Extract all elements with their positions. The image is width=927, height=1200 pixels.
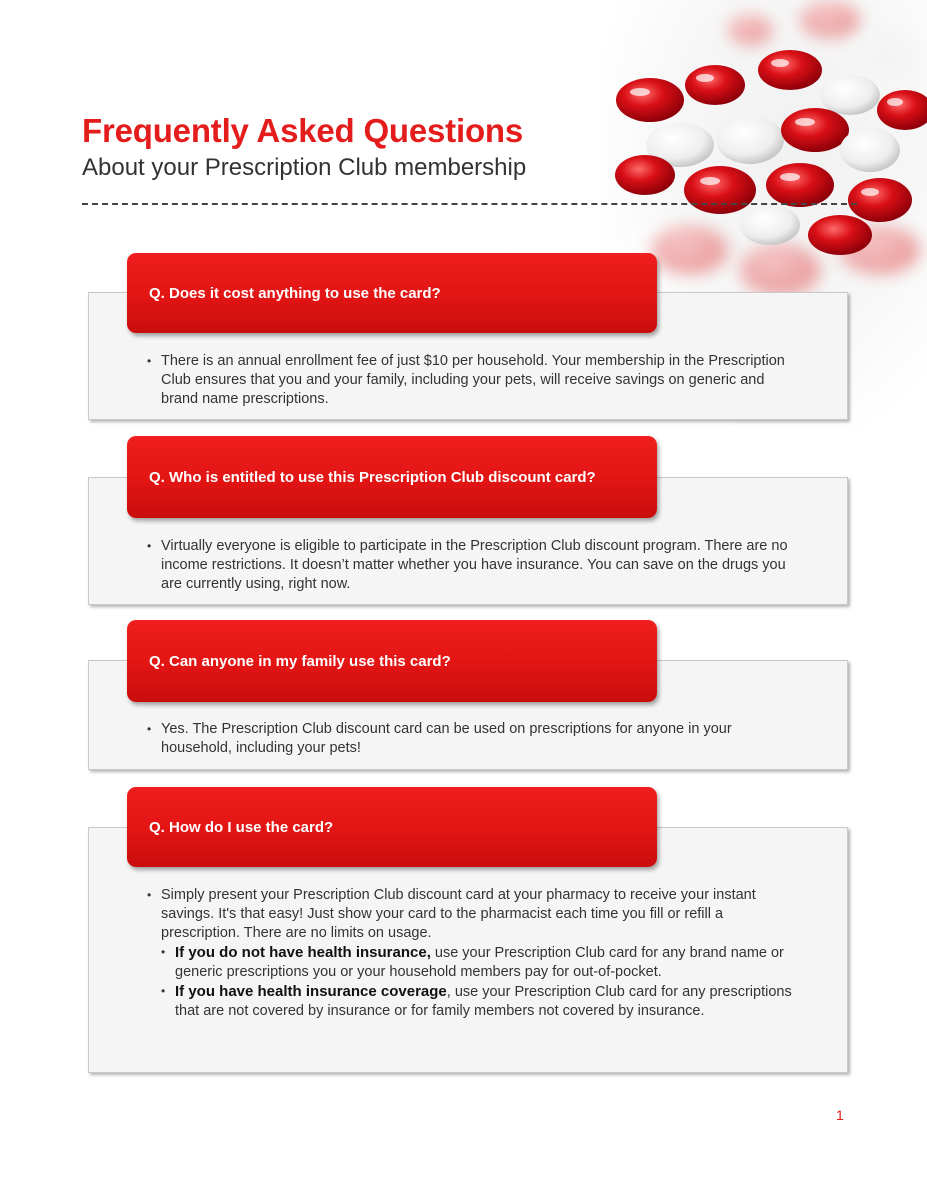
faq-question-text: Q. Can anyone in my family use this card?: [149, 652, 451, 670]
faq-answer-eligibility: [147, 537, 797, 594]
faq-question-text: Q. How do I use the card?: [149, 818, 334, 836]
usage-sub-list: [161, 943, 797, 1021]
page-title: Frequently Asked Questions: [82, 112, 524, 149]
answer-bullet: • There is an annual enrollment fee of just $10 per household. Your membership in the Prescription Club ensures that you and your family, including your pets, will receive savings on generic and brand name prescriptions.: [147, 352, 797, 409]
faq-answer-family: [147, 720, 797, 758]
sub-item-no-insurance: [161, 943, 797, 982]
answer-bullet: [147, 886, 797, 1021]
faq-question-family: [127, 620, 657, 702]
sub-item-text: , use your Prescription Club card for any prescriptions that are not covered by insurance or for family members not covered by insurance.: [175, 984, 792, 1019]
faq-answer-cost: [147, 352, 797, 409]
faq-question-text: Q. Does it cost anything to use the card?: [149, 284, 441, 302]
faq-question-eligibility: [127, 436, 657, 518]
faq-answer-usage: [147, 886, 797, 1021]
faq-question-text: Q. Who is entitled to use this Prescription Club discount card?: [149, 468, 596, 486]
sub-item-text: use your Prescription Club card for any brand name or generic prescriptions you or your household members pay for out-of-pocket.: [175, 945, 784, 980]
faq-question-usage: [127, 787, 657, 867]
dashed-divider: [82, 203, 857, 205]
answer-bullet: • Yes. The Prescription Club discount card can be used on prescriptions for anyone in your household, including your pets!: [147, 720, 797, 758]
sub-item-bold: If you do not have health insurance,: [175, 944, 431, 961]
faq-question-cost: [127, 253, 657, 333]
answer-bullet: • Virtually everyone is eligible to participate in the Prescription Club discount program. There are no income restrictions. It doesn’t matter whether you have insurance. You can save on the drugs you are currently using, right now.: [147, 537, 797, 594]
sub-item-with-insurance: [161, 982, 797, 1021]
page-subtitle: About your Prescription Club membership: [82, 154, 527, 181]
answer-text: Simply present your Prescription Club discount card at your pharmacy to receive your instant savings. It's that easy! Just show your card to the pharmacist each time you fill or refill a prescription. There are no limits on usage.: [161, 887, 756, 941]
page-number: 1: [836, 1107, 844, 1123]
sub-item-bold: If you have health insurance coverage: [175, 983, 447, 1000]
